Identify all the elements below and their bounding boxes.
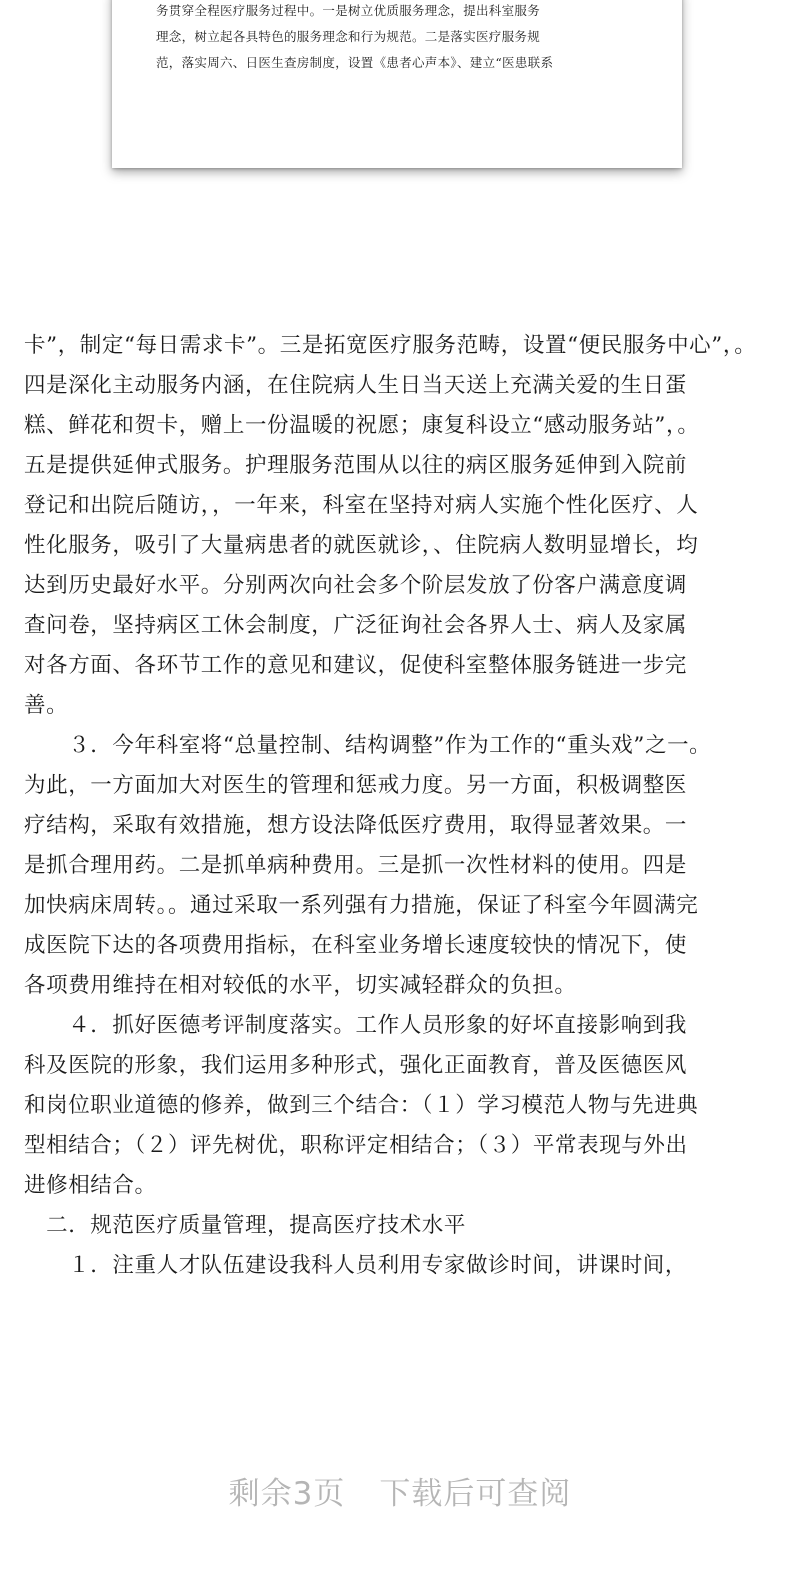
text-line: 善。 (24, 693, 69, 718)
text-line: 和岗位职业道德的修养，做到三个结合：（１）学习模范人物与先进典 (24, 1093, 699, 1118)
text-line: 进修相结合。 (24, 1173, 157, 1198)
text-line: 登记和出院后随访，，一年来，科室在坚持对病人实施个性化医疗、人 (24, 493, 699, 518)
preview-line: 范，落实周六、日医生查房制度，设置《患者心声本》、建立“医患联系 (156, 55, 554, 70)
text-line: 达到历史最好水平。分别两次向社会多个阶层发放了份客户满意度调 (24, 573, 688, 598)
download-to-view-label: 下载后可查阅 (379, 1476, 572, 1512)
text-line: 五是提供延伸式服务。护理服务范围从以往的病区服务延伸到入院前 (24, 453, 688, 478)
text-line: 卡”，制定“每日需求卡”。三是拓宽医疗服务范畴，设置“便民服务中心”，。 (24, 333, 757, 358)
text-line: 为此，一方面加大对医生的管理和惩戒力度。另一方面，积极调整医 (24, 773, 688, 798)
section-heading: 二．规范医疗质量管理，提高医疗技术水平 (24, 1213, 467, 1238)
download-prompt[interactable] (0, 1468, 800, 1513)
document-body (24, 326, 780, 1286)
text-line: 各项费用维持在相对较低的水平，切实减轻群众的负担。 (24, 973, 577, 998)
text-line: 对各方面、各环节工作的意见和建议，促使科室整体服务链进一步完 (24, 653, 688, 678)
text-line: 型相结合；（２）评先树优，职称评定相结合；（３）平常表现与外出 (24, 1133, 688, 1158)
text-line: 查问卷，坚持病区工休会制度，广泛征询社会各界人士、病人及家属 (24, 613, 688, 638)
preview-line: 务贯穿全程医疗服务过程中。一是树立优质服务理念，提出科室服务 (156, 3, 541, 18)
preview-line: 理念，树立起各具特色的服务理念和行为规范。二是落实医疗服务规 (156, 29, 541, 44)
text-line: 糕、鲜花和贺卡，赠上一份温暖的祝愿；康复科设立“感动服务站”，。 (24, 413, 700, 438)
text-line: 四是深化主动服务内涵，在住院病人生日当天送上充满关爱的生日蛋 (24, 373, 688, 398)
text-line: 疗结构，采取有效措施，想方设法降低医疗费用，取得显著效果。一 (24, 813, 688, 838)
remaining-pages-label: 剩余3页 (228, 1476, 346, 1512)
text-line: 是抓合理用药。二是抓单病种费用。三是抓一次性材料的使用。四是 (24, 853, 688, 878)
text-line: １．注重人才队伍建设我科人员利用专家做诊时间，讲课时间， (24, 1253, 688, 1278)
document-preview-card (112, 0, 682, 168)
text-line: 性化服务，吸引了大量病患者的就医就诊，、住院病人数明显增长，均 (24, 533, 699, 558)
text-line: 加快病床周转。。通过采取一系列强有力措施，保证了科室今年圆满完 (24, 893, 699, 918)
text-line: ３．今年科室将“总量控制、结构调整”作为工作的“重头戏”之一。 (24, 733, 712, 758)
text-line: 科及医院的形象，我们运用多种形式，强化正面教育，普及医德医风 (24, 1053, 688, 1078)
text-line: ４．抓好医德考评制度落实。工作人员形象的好坏直接影响到我 (24, 1013, 688, 1038)
text-line: 成医院下达的各项费用指标，在科室业务增长速度较快的情况下，使 (24, 933, 688, 958)
